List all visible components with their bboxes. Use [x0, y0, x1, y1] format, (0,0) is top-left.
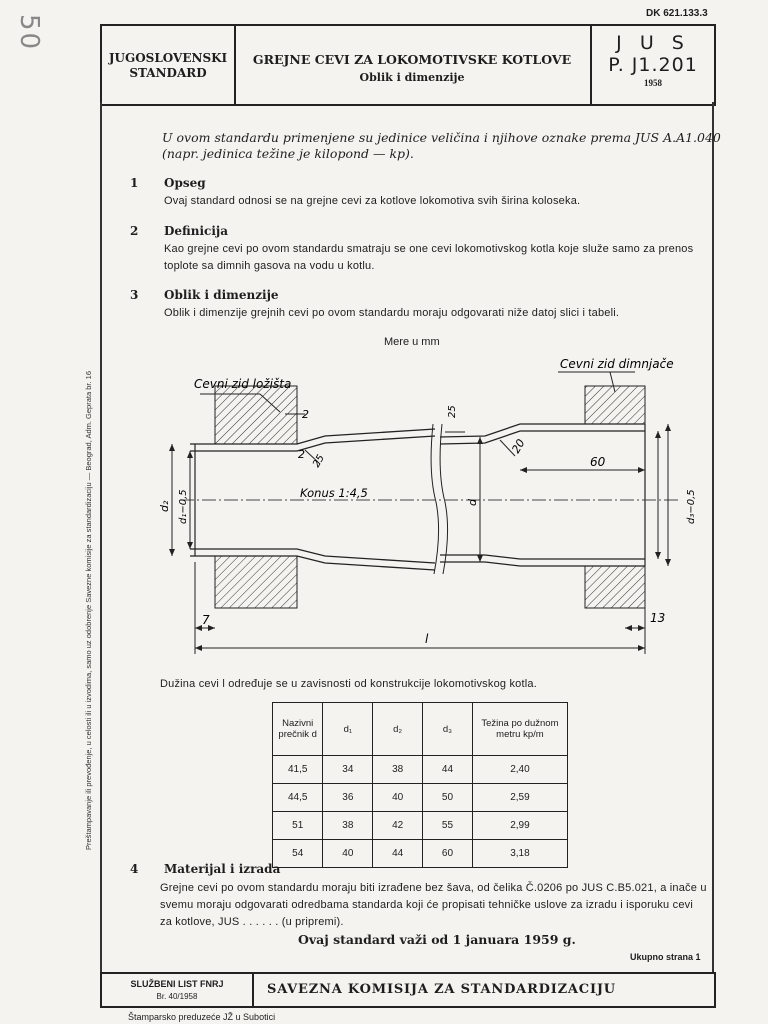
left-wall-bottom	[215, 556, 297, 608]
left-wall-label: Cevni zid ložišta	[194, 377, 292, 391]
table-row	[273, 812, 568, 840]
section-1-text: Ovaj standard odnosi se na grejne cevi za kotlove lokomotiva svih širina koloseka.	[164, 195, 581, 207]
table-cell: 38	[373, 756, 423, 784]
left-border	[100, 102, 102, 972]
section-4-title: Materijal i izrada	[164, 862, 281, 876]
jus-number: P. J1.201	[608, 54, 698, 76]
right-wall-label: Cevni zid dimnjače	[560, 357, 674, 371]
right-wall-bottom	[585, 566, 645, 608]
document-header	[100, 24, 716, 106]
right-border	[712, 102, 714, 972]
col-header-weight: Težina po dužnom metru kp/m	[472, 703, 567, 756]
table-cell: 54	[273, 840, 323, 868]
org-name	[102, 26, 234, 129]
page-total: Ukupno strana 1	[630, 952, 701, 962]
section-4-number: 4	[130, 862, 139, 876]
section-1-title: Opseg	[164, 176, 206, 190]
table-cell: 55	[423, 812, 473, 840]
dim-7: 7	[202, 613, 210, 627]
official-gazette	[102, 974, 252, 1006]
dim-l: l	[425, 632, 429, 646]
title-text: GREJNE CEVI ZA LOKOMOTIVSKE KOTLOVE	[252, 52, 572, 67]
dim-25-left: 25	[311, 452, 327, 470]
dk-code: DK 621.133.3	[646, 8, 708, 19]
subtitle-text: Oblik i dimenzije	[359, 71, 465, 84]
intro-text: U ovom standardu primenjene su jedinice veličina i njihove oznake prema JUS A.A1.040 (napr. jedinica težine je kilopond — kp).	[162, 130, 721, 161]
section-4-text: Grejne cevi po ovom standardu moraju biti izrađene bez šava, od čelika Č.0206 po JUS C.B5.021, a inače u svemu moraju odgovarati odredbama standarda koji će propisati tehničke uslove za izradu i isporuku cevi za kotlove, JUS . . . . . . (u pripremi).	[160, 882, 707, 928]
table-cell: 50	[423, 784, 473, 812]
table-row	[273, 840, 568, 868]
table-cell: 40	[323, 840, 373, 868]
col-header-d1: d₁	[323, 703, 373, 756]
table-cell: 51	[273, 812, 323, 840]
jus-label: J U S	[616, 32, 690, 54]
table-cell: 36	[323, 784, 373, 812]
section-3-title: Oblik i dimenzije	[164, 288, 279, 302]
col-header-nominal: Nazivni prečnik d	[273, 703, 323, 756]
gazette-name: SLUŽBENI LIST FNRJ	[130, 979, 224, 989]
label-d3: d₃−0,5	[686, 489, 697, 524]
jus-code	[592, 26, 714, 104]
commission-name: SAVEZNA KOMISIJA ZA STANDARDIZACIJU	[267, 982, 616, 997]
dim-25-right: 25	[447, 405, 458, 418]
dim-60: 60	[590, 455, 606, 469]
dimensions-table	[272, 702, 568, 868]
org-line2: STANDARD	[129, 66, 207, 80]
table-cell: 2,99	[472, 812, 567, 840]
table-cell: 60	[423, 840, 473, 868]
dim-20: 20	[509, 436, 528, 456]
tube-drawing	[120, 352, 710, 657]
printer-note: Štamparsko preduzeće JŽ u Subotici	[128, 1012, 276, 1022]
table-cell: 2,40	[472, 756, 567, 784]
table-cell: 41,5	[273, 756, 323, 784]
dim-2-bottom: 2	[298, 448, 305, 461]
dim-13: 13	[650, 611, 666, 625]
length-note: Dužina cevi l određuje se u zavisnosti od konstrukcije lokomotivskog kotla.	[160, 678, 537, 690]
jus-year: 1958	[644, 78, 662, 88]
konus-label: Konus 1:4,5	[300, 486, 368, 500]
left-wall-top	[215, 386, 297, 444]
section-2-number: 2	[130, 224, 139, 238]
document-footer	[100, 972, 716, 1008]
dim-2-top: 2	[302, 408, 309, 421]
label-d: d	[466, 499, 479, 506]
handwritten-number: 50	[14, 14, 44, 52]
col-header-d2: d₂	[373, 703, 423, 756]
table-cell: 40	[373, 784, 423, 812]
col-header-d3: d₃	[423, 703, 473, 756]
table-cell: 42	[373, 812, 423, 840]
table-cell: 34	[323, 756, 373, 784]
validity-statement: Ovaj standard važi od 1 januara 1959 g.	[298, 932, 576, 947]
table-header-row	[273, 703, 568, 756]
label-d1: d₁−0,5	[178, 489, 189, 524]
section-2-title: Definicija	[164, 224, 229, 238]
units-note: Mere u mm	[384, 336, 440, 348]
label-d2: d₂	[158, 500, 171, 512]
table-cell: 3,18	[472, 840, 567, 868]
table-cell: 44,5	[273, 784, 323, 812]
document-title	[236, 26, 588, 130]
gazette-number: Br. 40/1958	[156, 992, 198, 1001]
table-cell: 44	[373, 840, 423, 868]
section-3-text: Oblik i dimenzije grejnih cevi po ovom standardu moraju odgovarati niže datoj slici i tabeli.	[164, 307, 620, 319]
section-2-text: Kao grejne cevi po ovom standardu smatraju se one cevi lokomotivskog kotla koje služe samo za prenos toplote sa dimnih gasova na vodu u kotlu.	[164, 243, 694, 272]
table-row	[273, 784, 568, 812]
side-copyright: Preštampavanje ili prevođenje, u celosti ili u izvodima, samo uz odobrenje Savezne komisije za standardizaciju — Beograd, Adm. Geprata br. 16	[84, 370, 93, 850]
section-3-number: 3	[130, 288, 139, 302]
table-cell: 44	[423, 756, 473, 784]
table-cell: 2,59	[472, 784, 567, 812]
section-1-number: 1	[130, 176, 139, 190]
table-row	[273, 756, 568, 784]
org-line1: JUGOSLOVENSKI	[108, 51, 228, 65]
table-cell: 38	[323, 812, 373, 840]
